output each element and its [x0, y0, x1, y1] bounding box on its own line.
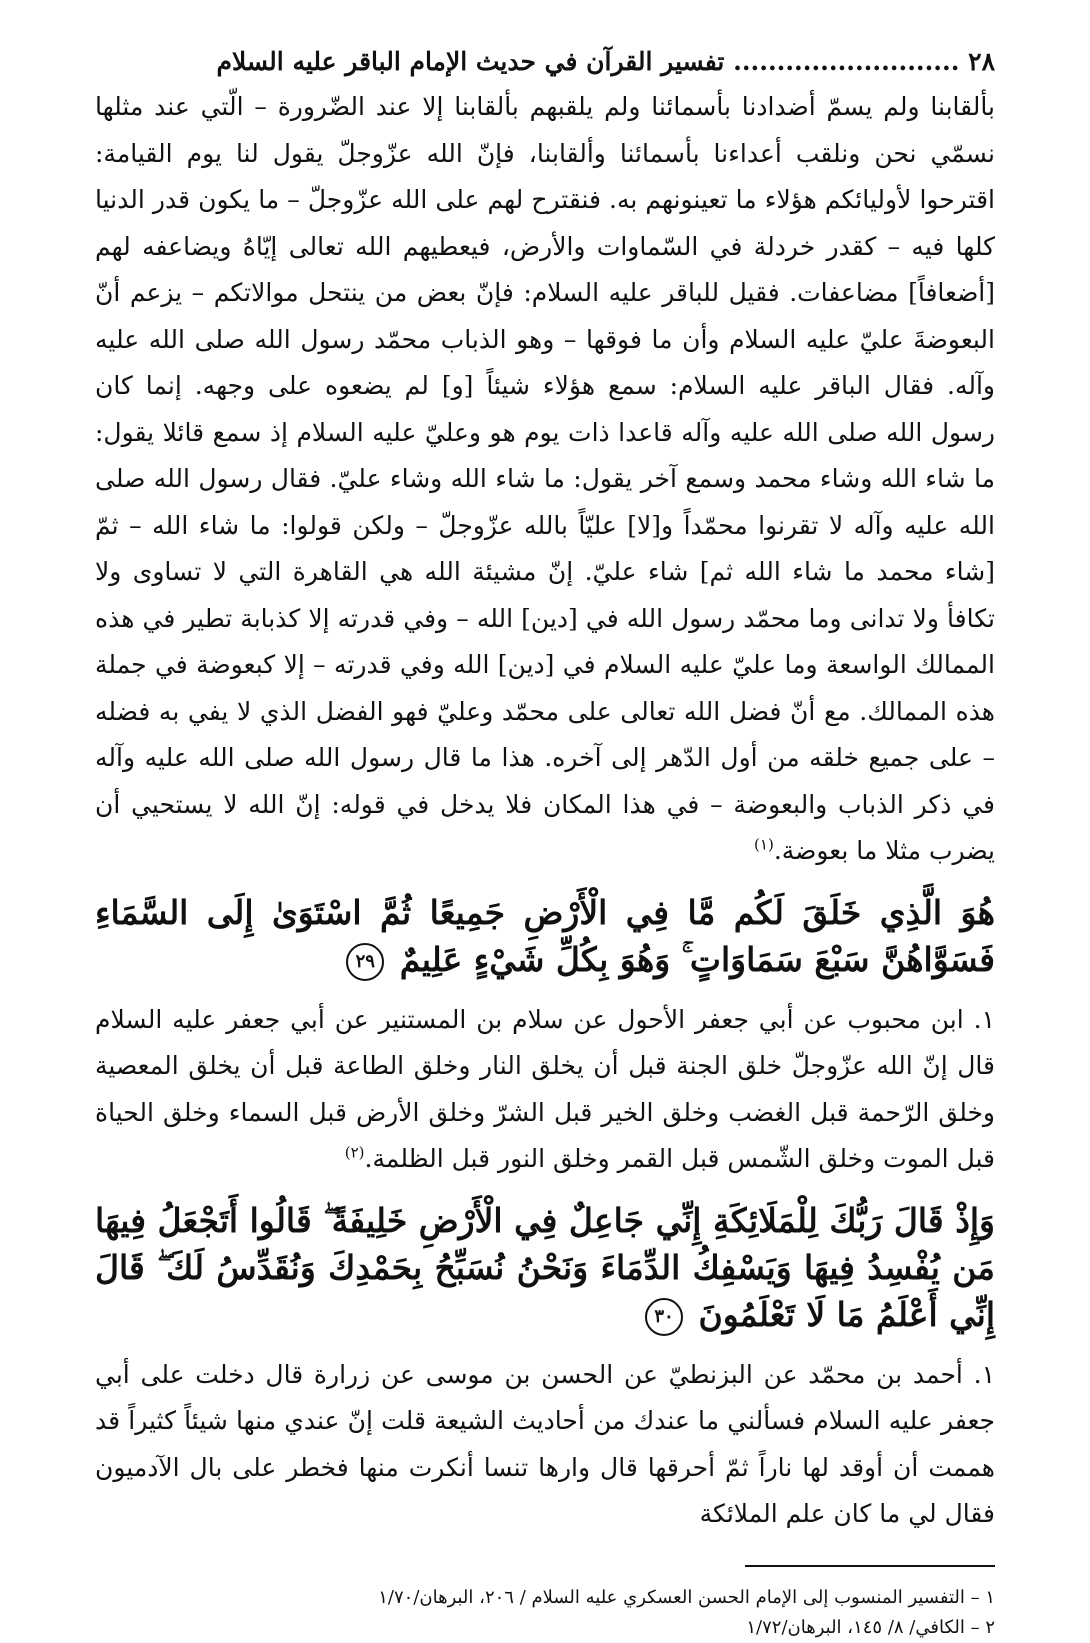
paragraph-3-text: ١. أحمد بن محمّد عن البزنطيّ عن الحسن بن موسى عن زرارة قال دخلت على أبي جعفر عليه السلام فسألني ما عندك من أحاديث الشيعة قلت إنّ عندي منها شيئاً كثيراً قد هممت أن أوقد لها ناراً ثمّ أحرقها قال وارها تنسا أنكرت منها فخطر على بال الآدميون فقال لي ما كان علم الملائكة	[95, 1359, 995, 1528]
verse-30-text: وَإِذْ قَالَ رَبُّكَ لِلْمَلَائِكَةِ إِنِّي جَاعِلٌ فِي الْأَرْضِ خَلِيفَةً ۖ قَالُوا أَتَجْعَلُ فِيهَا مَن يُفْسِدُ فِيهَا وَيَسْفِكُ الدِّمَاءَ وَنَحْنُ نُسَبِّحُ بِحَمْدِكَ وَنُقَدِّسُ لَكَ ۖ قَالَ إِنِّي أَعْلَمُ مَا لَا تَعْلَمُونَ	[95, 1200, 995, 1334]
footnote-1: ١ – التفسير المنسوب إلى الإمام الحسن العسكري عليه السلام / ٢٠٦، البرهان/١/٧٠	[378, 1586, 995, 1608]
footnote-ref-1: (١)	[754, 835, 774, 854]
quran-verse-30	[95, 1197, 995, 1338]
paragraph-1	[95, 84, 995, 875]
header-dots: ..........................	[733, 47, 960, 76]
verse-29-text: هُوَ الَّذِي خَلَقَ لَكُم مَّا فِي الْأَرْضِ جَمِيعًا ثُمَّ اسْتَوَىٰ إِلَى السَّمَاءِ فَسَوَّاهُنَّ سَبْعَ سَمَاوَاتٍ ۚ وَهُوَ بِكُلِّ شَيْءٍ عَلِيمٌ	[95, 892, 995, 979]
footnote-divider	[745, 1565, 995, 1567]
footnote-ref-2: (٢)	[344, 1143, 365, 1162]
paragraph-2-text: ١. ابن محبوب عن أبي جعفر الأحول عن سلام بن المستنير عن أبي جعفر عليه السلام قال إنّ الله عزّوجلّ خلق الجنة قبل أن يخلق النار وخلق الطاعة قبل أن يخلق المعصية وخلق الرّحمة قبل الغضب وخلق الخير قبل الشرّ وخلق الأرض قبل السماء وخلق الحياة قبل الموت وخلق الشّمس قبل القمر وخلق النور قبل الظلمة.	[95, 1004, 995, 1173]
page-number: ٢٨	[968, 47, 995, 76]
header-title: تفسير القرآن في حديث الإمام الباقر عليه السلام	[216, 47, 725, 76]
verse-30-number: ٣٠	[645, 1298, 683, 1336]
paragraph-3	[95, 1352, 995, 1538]
quran-verse-29	[95, 889, 995, 983]
verse-29-number: ٢٩	[346, 943, 384, 981]
footnote-2: ٢ – الكافي/ ٨/ ١٤٥، البرهان/١/٧٢	[746, 1616, 995, 1638]
running-header	[95, 40, 995, 84]
paragraph-1-text: بألقابنا ولم يسمّ أضدادنا بأسمائنا ولم يلقبهم بألقابنا إلا عند الضّرورة – الّتي عند مثلها نسمّي نحن ونلقب أعداءنا بأسمائنا وألقابنا، فإنّ الله عزّوجلّ يقول لنا يوم القيامة: اقترحوا لأوليائكم هؤلاء ما تعينونهم به. فنقترح لهم على الله عزّوجلّ – ما يكون قدر الدنيا كلها فيه – كقدر خردلة في السّماوات والأرض، فيعطيهم الله تعالى إيّاهُ ويضاعفه لهم [أضعافاً] مضاعفات. فقيل للباقر عليه السلام: فإنّ بعض من ينتحل موالاتكم – يزعم أنّ البعوضةَ عليّ عليه السلام وأن ما فوقها – وهو الذباب محمّد رسول الله صلى الله عليه وآله. فقال الباقر عليه السلام: سمع هؤلاء شيئاً [و] لم يضعوه على وجهه. إنما كان رسول الله صلى الله عليه وآله قاعدا ذات يوم هو وعليّ عليه السلام إذ سمع قائلا يقول: ما شاء الله وشاء محمد وسمع آخر يقول: ما شاء الله وشاء عليّ. فقال رسول الله صلى الله عليه وآله لا تقرنوا محمّداً و[لا] عليّاً بالله عزّوجلّ – ولكن قولوا: ما شاء الله – ثمّ [شاء محمد ما شاء الله ثم] شاء عليّ. إنّ مشيئة الله هي القاهرة التي لا تساوى ولا تكافأ ولا تدانى وما محمّد رسول الله في [دين] الله – وفي قدرته إلا كذبابة تطير في هذه الممالك الواسعة وما عليّ عليه السلام في [دين] الله وفي قدرته – إلا كبعوضة في جملة هذه الممالك. مع أنّ فضل الله تعالى على محمّد وعليّ فهو الفضل الذي لا يفي به فضله – على جميع خلقه من أول الدّهر إلى آخره. هذا ما قال رسول الله صلى الله عليه وآله في ذكر الذباب والبعوضة – في هذا المكان فلا يدخل في قوله: إنّ الله لا يستحيي أن يضرب مثلا ما بعوضة.	[95, 92, 995, 865]
paragraph-2	[95, 997, 995, 1183]
